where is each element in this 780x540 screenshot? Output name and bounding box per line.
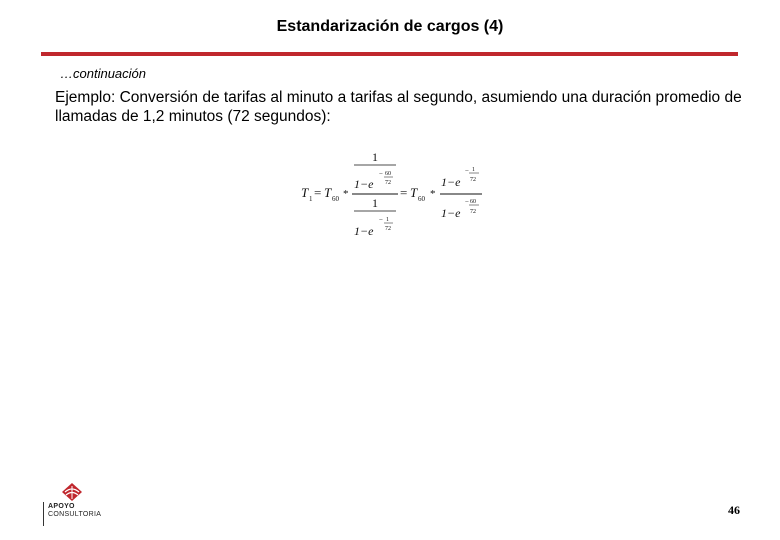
frac2-num: 1−e <box>441 175 461 189</box>
frac1-bot-exp-num: 1 <box>386 217 389 223</box>
frac1-bot-exp-den: 72 <box>385 226 391 232</box>
formula-t60-sub-2: 60 <box>418 195 425 203</box>
apoyo-logo-icon <box>60 482 84 502</box>
formula-times-1: * <box>343 188 349 200</box>
formula-lhs-t: T <box>301 185 309 200</box>
formula-times-2: * <box>430 188 436 200</box>
frac1-top-exp-den: 72 <box>385 180 391 186</box>
formula-lhs-sub: 1 <box>309 195 313 203</box>
logo-divider <box>43 502 44 526</box>
slide-title: Estandarización de cargos (4) <box>276 18 504 35</box>
page-number: 46 <box>728 503 740 517</box>
frac1-top-exp-minus: − <box>379 170 383 178</box>
frac1-top-num: 1 <box>372 150 378 164</box>
formula-t60-2: T <box>410 185 418 200</box>
rate-conversion-formula <box>296 146 496 242</box>
logo-text-apoyo: APOYO <box>48 503 75 510</box>
logo-text-consultoria: CONSULTORIA <box>48 511 102 518</box>
frac2-num-exp-minus: − <box>465 167 469 175</box>
frac1-bot-den: 1−e <box>354 224 374 238</box>
formula-t60-sub-1: 60 <box>332 195 339 203</box>
formula-equals-2: = <box>400 185 408 200</box>
formula-equals-1: = <box>314 185 322 200</box>
example-paragraph: Ejemplo: Conversión de tarifas al minuto a tarifas al segundo, asumiendo una duración promedio de llamadas de 1,2 minutos (72 segundos): <box>55 89 742 125</box>
frac2-den-exp-num: 60 <box>470 199 476 205</box>
title-divider <box>41 52 738 56</box>
frac2-den: 1−e <box>441 206 461 220</box>
frac2-den-exp-den: 72 <box>470 209 476 215</box>
formula-t60-1: T <box>324 185 332 200</box>
frac2-den-exp-minus: − <box>465 198 469 206</box>
frac2-num-exp-den: 72 <box>470 177 476 183</box>
frac1-top-exp-num: 60 <box>385 171 391 177</box>
frac2-num-exp-num: 1 <box>472 167 475 173</box>
frac1-bot-num: 1 <box>372 196 378 210</box>
continuation-label: …continuación <box>60 66 146 81</box>
frac1-bot-exp-minus: − <box>379 216 383 224</box>
frac1-top-den: 1−e <box>354 177 374 191</box>
